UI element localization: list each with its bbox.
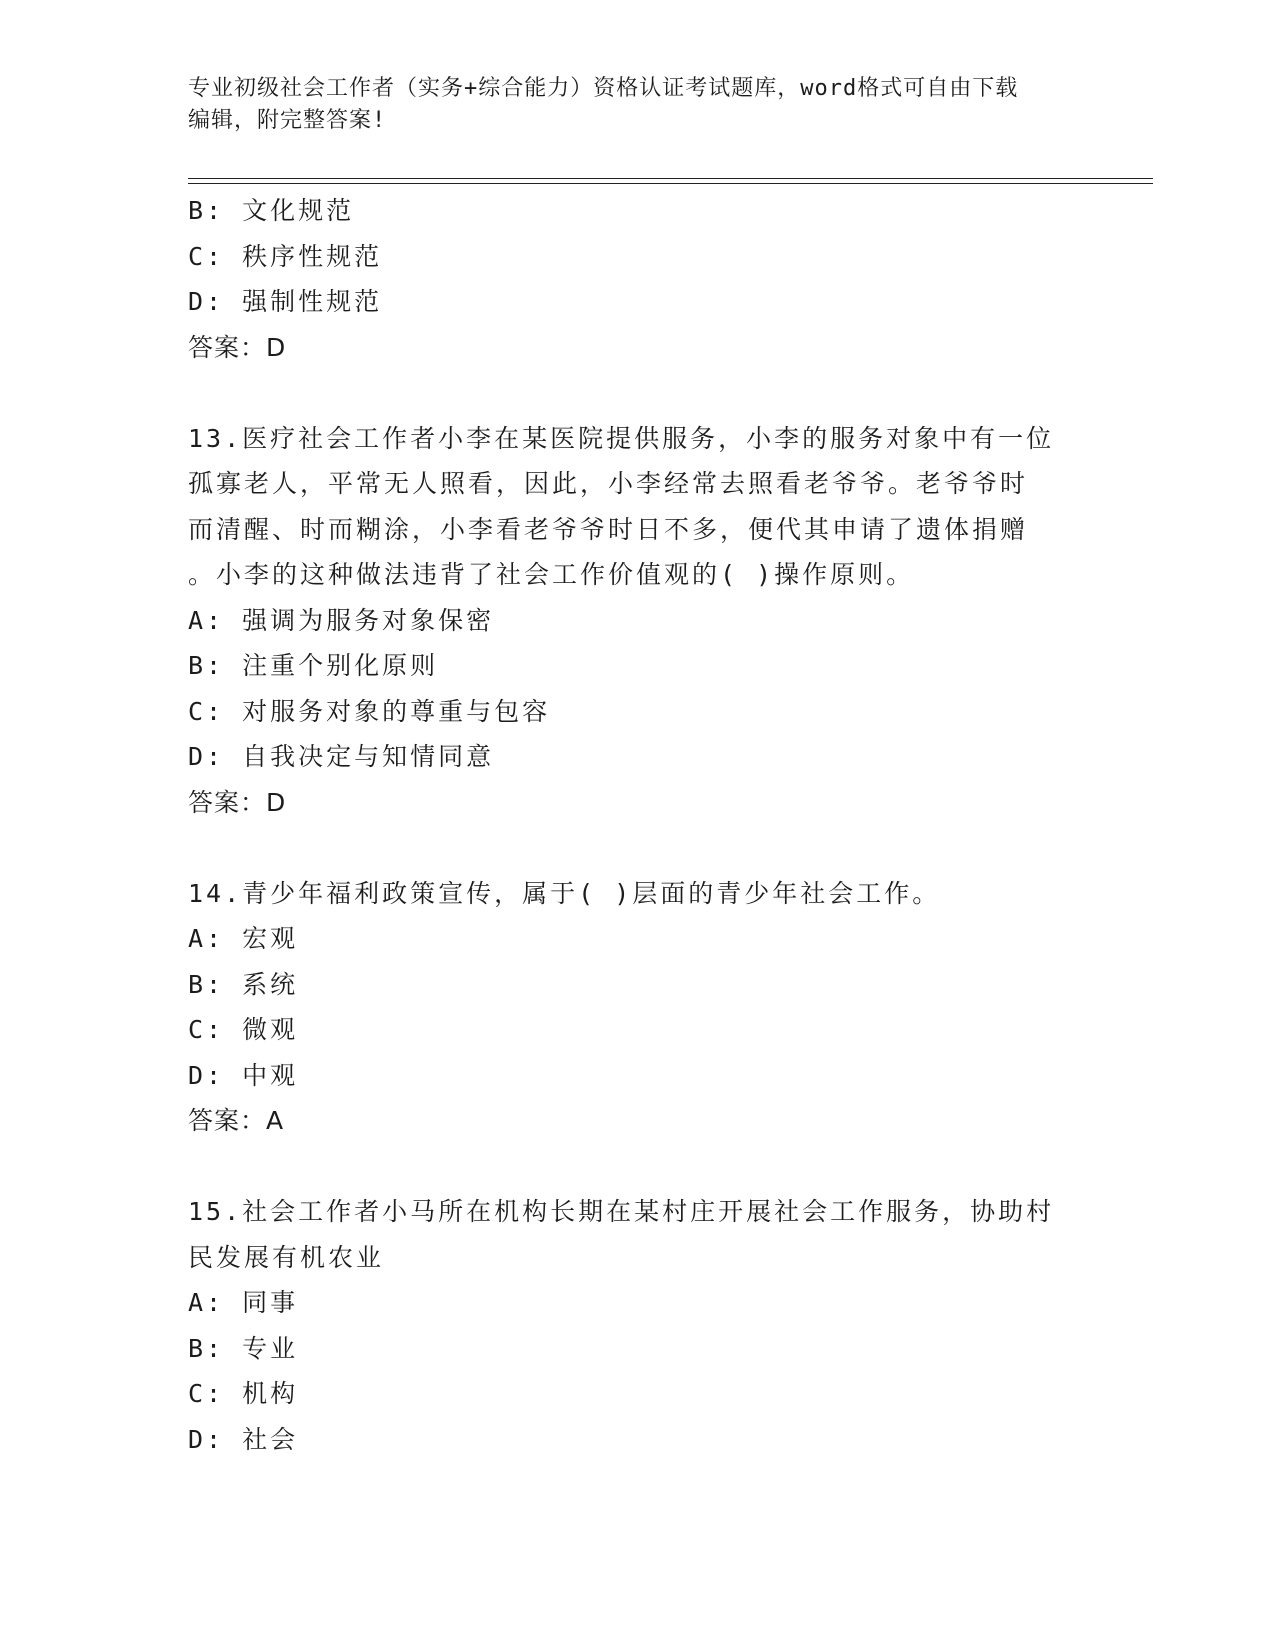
question-text-line: 。小李的这种做法违背了社会工作价值观的( )操作原则。: [188, 560, 915, 589]
question-text-line: 孤寡老人，平常无人照看，因此，小李经常去照看老爷爷。老爷爷时: [188, 469, 1029, 498]
question-text-line: 而清醒、时而糊涂，小李看老爷爷时日不多，便代其申请了遗体捐赠: [188, 514, 1029, 544]
answer-line: 答案：D: [188, 332, 287, 362]
option-c: C: 对服务对象的尊重与包容: [188, 696, 551, 726]
header-divider-bottom: [188, 183, 1153, 184]
question-list: [188, 188, 1088, 1462]
option-c: C: 机构: [188, 1379, 299, 1408]
option-a: A: 强调为服务对象保密: [188, 605, 495, 635]
option-d: D: 自我决定与知情同意: [188, 742, 495, 771]
document-header: [188, 73, 1088, 137]
spacer: [188, 825, 1088, 871]
option-d: D: 社会: [188, 1424, 299, 1454]
header-line-2: 编辑，附完整答案!: [188, 108, 387, 133]
option-d: D: 中观: [188, 1060, 299, 1090]
option-b: B: 文化规范: [188, 196, 355, 225]
header-line-1: 专业初级社会工作者（实务+综合能力）资格认证考试题库，word格式可自由下载: [188, 76, 1019, 101]
question-text-line: 14.青少年福利政策宣传，属于( )层面的青少年社会工作。: [188, 878, 941, 908]
option-b: B: 专业: [188, 1333, 299, 1363]
question-text-line: 民发展有机农业: [188, 1242, 385, 1272]
option-a: A: 同事: [188, 1288, 299, 1317]
question-text-line: 15.社会工作者小马所在机构长期在某村庄开展社会工作服务，协助村: [188, 1197, 1055, 1226]
question-14: [188, 871, 1088, 1144]
option-b: B: 系统: [188, 969, 299, 999]
question-12-tail: [188, 188, 1088, 370]
answer-line: 答案：D: [188, 787, 287, 817]
option-a: A: 宏观: [188, 924, 299, 953]
header-divider-top: [188, 178, 1153, 179]
option-c: C: 微观: [188, 1015, 299, 1044]
question-13: [188, 416, 1088, 826]
option-b: B: 注重个别化原则: [188, 651, 439, 680]
spacer: [188, 1144, 1088, 1190]
question-15: [188, 1189, 1088, 1462]
answer-line: 答案：A: [188, 1106, 285, 1135]
spacer: [188, 370, 1088, 416]
option-c: C: 秩序性规范: [188, 241, 383, 271]
question-text-line: 13.医疗社会工作者小李在某医院提供服务，小李的服务对象中有一位: [188, 423, 1055, 453]
option-d: D: 强制性规范: [188, 287, 383, 316]
